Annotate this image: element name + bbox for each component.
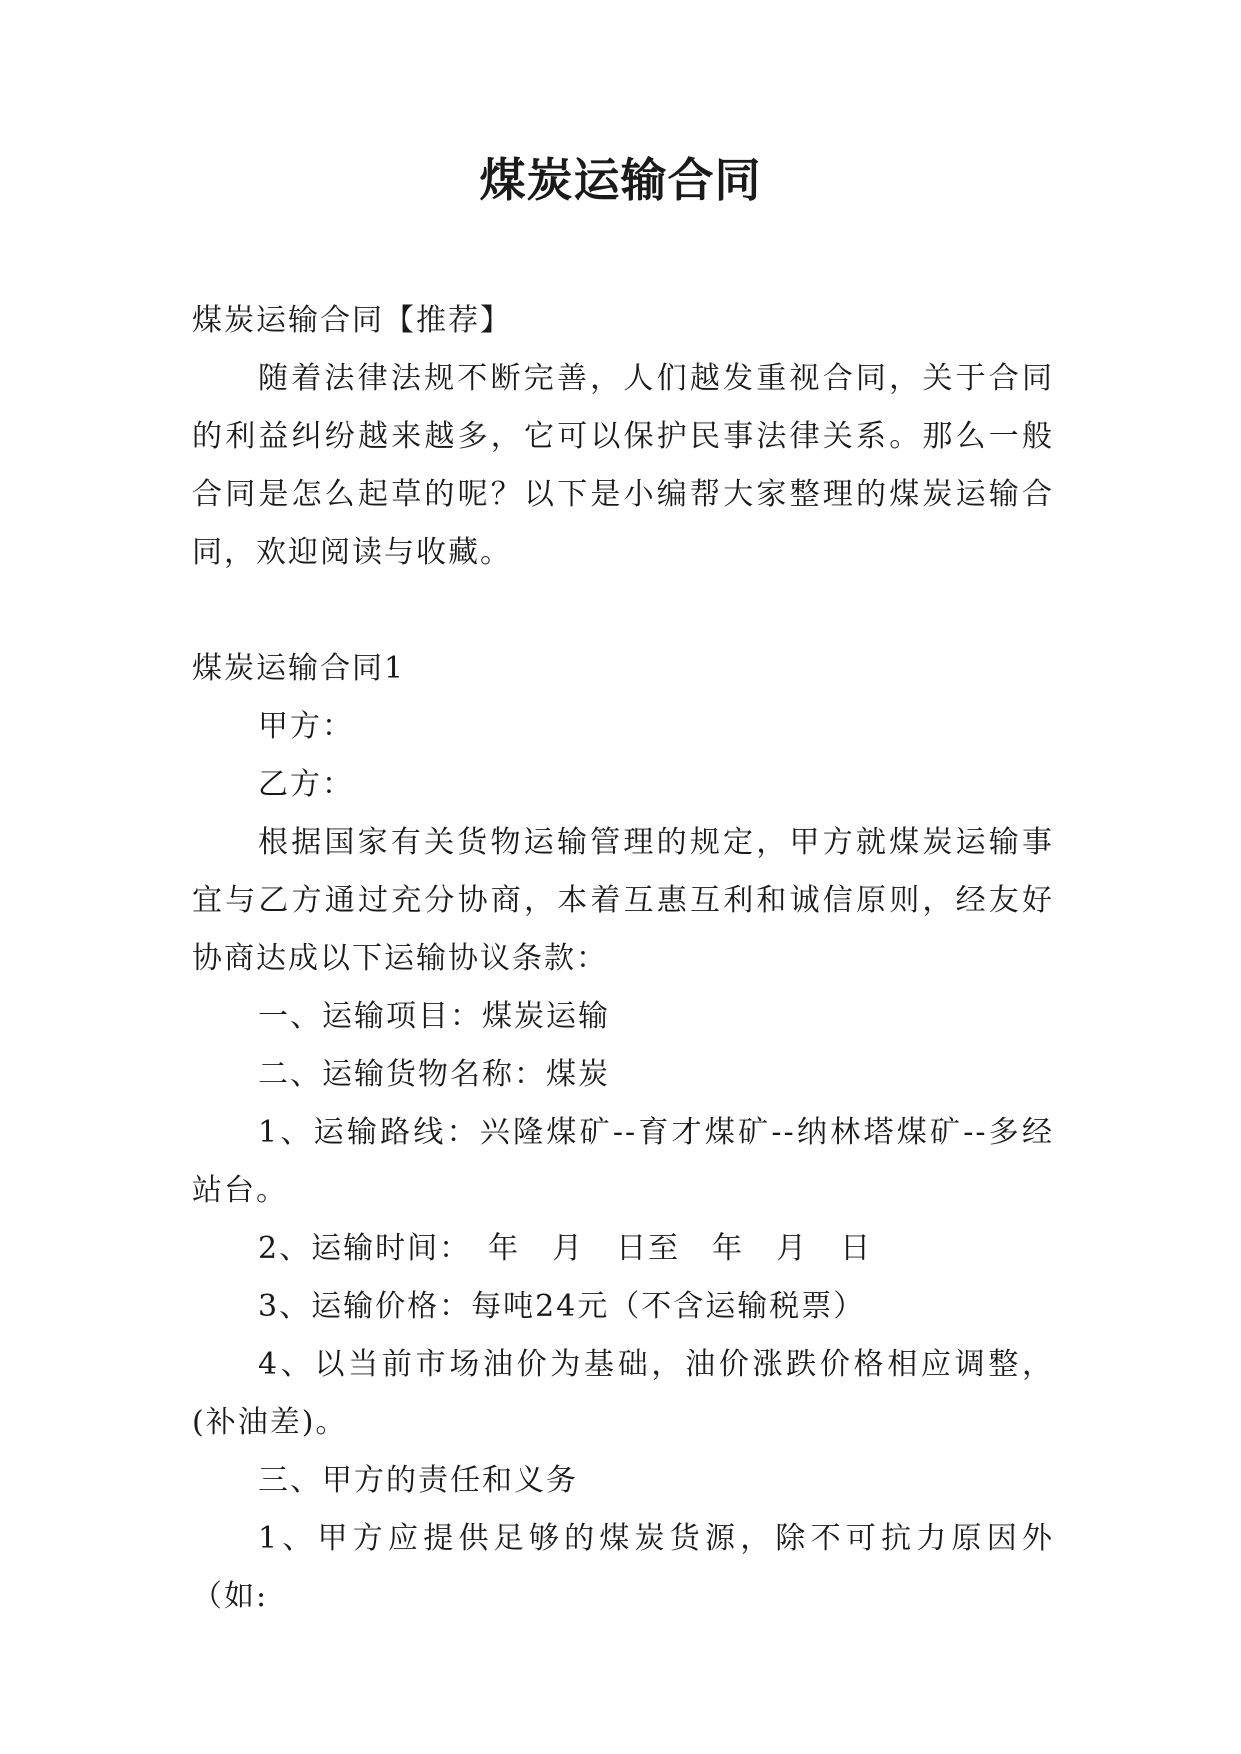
section-heading: 煤炭运输合同1 — [192, 651, 406, 686]
intro-paragraph: 随着法律法规不断完善，人们越发重视合同，关于合同的利益纠纷越来越多，它可以保护民事法律关系。那么一般合同是怎么起草的呢？以下是小编帮大家整理的煤炭运输合同，欢迎阅读与收藏。 — [192, 361, 1054, 570]
clause-party-a-duties: 三、甲方的责任和义务 — [258, 1463, 578, 1498]
clause-goods-name: 二、运输货物名称：煤炭 — [258, 1057, 610, 1092]
party-b-line: 乙方： — [258, 767, 354, 802]
clause-price: 3、运输价格：每吨24元（不含运输税票） — [258, 1289, 866, 1324]
clause-supply: 1、甲方应提供足够的煤炭货源，除不可抗力原因外（如: — [192, 1521, 1054, 1614]
clause-oil-price: 4、以当前市场油价为基础，油价涨跌价格相应调整，(补油差)。 — [192, 1347, 1054, 1440]
clause-time: 2、运输时间： 年 月 日至 年 月 日 — [258, 1231, 873, 1266]
subtitle-line: 煤炭运输合同【推荐】 — [192, 303, 512, 338]
preamble-paragraph: 根据国家有关货物运输管理的规定，甲方就煤炭运输事宜与乙方通过充分协商，本着互惠互利和诚信原则，经友好协商达成以下运输协议条款： — [192, 825, 1054, 976]
clause-transport-item: 一、运输项目：煤炭运输 — [258, 999, 610, 1034]
clause-route: 1、运输路线：兴隆煤矿--育才煤矿--纳林塔煤矿--多经站台。 — [192, 1115, 1054, 1208]
party-a-line: 甲方： — [258, 709, 354, 744]
document-body — [192, 292, 1054, 1626]
paragraph-gap — [192, 582, 1054, 640]
document-title: 煤炭运输合同 — [479, 153, 762, 207]
